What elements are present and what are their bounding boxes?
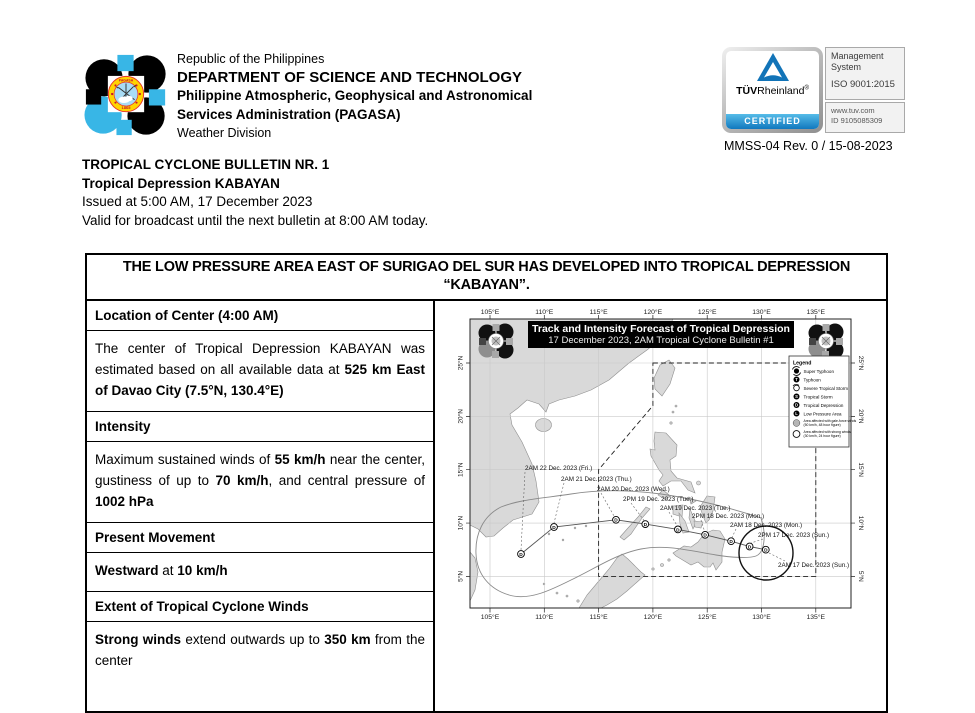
legend-area-label: Area affected with gale-force winds xyxy=(803,419,857,423)
legend-label: Low Pressure Area xyxy=(803,411,842,417)
lon-tick: 115°E xyxy=(589,614,608,621)
pagasa-logo xyxy=(84,50,168,140)
track-label: 2PM 19 Dec. 2023 (Tue.) xyxy=(623,496,694,503)
pagasa-logo-graphic xyxy=(84,50,168,140)
emblem-pagasa-text: PAGASA xyxy=(118,78,134,83)
registered-mark: ® xyxy=(804,85,809,92)
lon-tick: 125°E xyxy=(697,614,717,621)
map-column xyxy=(435,301,886,711)
lat-tick: 15°N xyxy=(857,462,864,477)
valid-line: Valid for broadcast until the next bulletin at 8:00 AM today. xyxy=(82,212,429,228)
extent-radius-value: 350 km xyxy=(324,632,371,647)
iso-standard: ISO 9001:2015 xyxy=(831,79,895,90)
legend-title: Legend xyxy=(793,360,812,367)
track-marker xyxy=(613,516,620,523)
lon-tick: 135°E xyxy=(806,309,826,316)
department-line: DEPARTMENT OF SCIENCE AND TECHNOLOGY xyxy=(177,68,523,86)
lon-tick: 120°E xyxy=(643,309,663,316)
legend-area-label: Area affected with strong winds xyxy=(803,430,851,434)
lat-tick: 10°N xyxy=(457,515,465,531)
lon-tick: 110°E xyxy=(535,309,554,316)
lon-tick: 105°E xyxy=(480,614,500,621)
tuv-brand-name: TÜVRheinland® xyxy=(736,85,809,97)
track-marker xyxy=(728,538,735,545)
bulletin-title-block xyxy=(82,156,428,230)
map-pagasa-logo-right xyxy=(809,324,844,359)
location-text: The center of Tropical Depression KABAYAN was estimated based on all available data at xyxy=(95,341,425,377)
tuv-info-panel xyxy=(825,47,905,133)
marker-letter: D xyxy=(643,523,648,528)
section-body-movement: Westward at 10 km/h xyxy=(87,553,433,592)
section-body-extent: Strong winds extend outwards up to 350 km from the center xyxy=(95,632,425,668)
map-legend xyxy=(789,356,857,447)
gustiness-value: 70 km/h xyxy=(215,473,269,488)
tuv-certification-badge xyxy=(722,47,905,135)
marker-letter: D xyxy=(519,552,523,558)
mgmt-line-2: System xyxy=(831,62,862,72)
svg-text:L: L xyxy=(795,411,798,417)
svg-text:T: T xyxy=(795,377,798,383)
section-heading-movement: Present Movement xyxy=(87,523,433,553)
republic-line: Republic of the Philippines xyxy=(177,52,325,66)
movement-direction: Westward xyxy=(95,563,159,578)
track-label: 2AM 19 Dec. 2023 (Tue.) xyxy=(660,505,731,512)
lat-tick: 20°N xyxy=(857,409,864,424)
map-pagasa-logo-left xyxy=(479,324,514,359)
track-label: 2PM 17 Dec. 2023 (Sun.) xyxy=(758,532,830,539)
strong-winds-label: Strong winds xyxy=(95,632,182,647)
division-line: Weather Division xyxy=(177,126,272,140)
lat-tick: 10°N xyxy=(857,515,864,531)
gale-winds-area-icon xyxy=(793,420,800,427)
lat-tick: 15°N xyxy=(457,462,465,477)
marker-letter: D xyxy=(729,540,733,546)
bulletin-subtitle: Tropical Depression KABAYAN xyxy=(82,175,280,191)
lon-tick: 105°E xyxy=(480,309,500,316)
certified-banner: CERTIFIED xyxy=(726,114,819,129)
legend-area-label: (30 km/h, 24 hour figure) xyxy=(803,434,841,438)
tuv-website: www.tuv.com xyxy=(831,106,875,115)
track-forecast-map xyxy=(451,306,886,633)
track-label: 2AM 17 Dec. 2023 (Sun.) xyxy=(778,562,850,569)
location-value: 525 km East of Davao City (7.5°N, 130.4°E) xyxy=(95,362,425,398)
track-label: 2AM 22 Dec. 2023 (Fri.) xyxy=(525,465,593,472)
svg-text:D: D xyxy=(794,402,799,408)
tuv-cert-id: ID 9105085309 xyxy=(831,116,883,125)
details-column xyxy=(87,301,435,711)
marker-letter: D xyxy=(676,528,680,534)
track-marker xyxy=(746,543,753,550)
track-label: 2PM 18 Dec. 2023 (Mon.) xyxy=(692,513,765,520)
lat-tick: 25°N xyxy=(857,355,864,371)
marker-letter: D xyxy=(747,545,752,551)
lat-tick: 5°N xyxy=(857,570,864,582)
map-title: Track and Intensity Forecast of Tropical Depression xyxy=(532,323,790,335)
legend-label: Typhoon xyxy=(803,377,821,383)
document-code: MMSS-04 Rev. 0 / 15-08-2023 xyxy=(724,139,893,153)
lon-tick: 115°E xyxy=(589,309,608,316)
track-marker xyxy=(551,524,558,531)
tuv-triangle-icon xyxy=(755,51,791,84)
section-heading-location: Location of Center (4:00 AM) xyxy=(87,301,433,331)
track-marker xyxy=(642,521,649,528)
pressure-value: 1002 hPa xyxy=(95,494,154,509)
hainan-island xyxy=(536,419,552,432)
legend-area-label: (50 km/h, 48 hour figure) xyxy=(803,423,841,427)
headline-row: THE LOW PRESSURE AREA EAST OF SURIGAO DEL SUR HAS DEVELOPED INTO TROPICAL DEPRESSION “KABAYAN”. xyxy=(87,255,886,301)
map-subtitle: 17 December 2023, 2AM Tropical Cyclone Bulletin #1 xyxy=(548,335,774,346)
marker-letter: D xyxy=(552,525,556,531)
severe-tropical-storm-icon xyxy=(794,385,800,391)
track-label: 2AM 21 Dec. 2023 (Thu.) xyxy=(561,476,632,483)
track-marker xyxy=(702,531,709,538)
movement-speed: 10 km/h xyxy=(177,563,228,578)
bulletin-title: TROPICAL CYCLONE BULLETIN NR. 1 xyxy=(82,157,330,172)
track-label: 2AM 18 Dec. 2023 (Mon.) xyxy=(730,522,803,529)
lon-tick: 120°E xyxy=(643,614,663,621)
max-winds-value: 55 km/h xyxy=(274,452,326,467)
lat-tick: 25°N xyxy=(457,355,465,371)
marker-letter: D xyxy=(764,548,768,554)
agency-header xyxy=(177,50,532,143)
bulletin-table xyxy=(85,253,888,713)
marker-letter: D xyxy=(703,533,707,539)
section-body-location xyxy=(87,331,433,412)
section-heading-extent: Extent of Tropical Cyclone Winds xyxy=(87,592,433,622)
lon-tick: 125°E xyxy=(697,309,717,316)
track-marker xyxy=(518,551,525,558)
lat-tick: 20°N xyxy=(457,409,465,424)
legend-label: Severe Tropical Storm xyxy=(803,385,849,391)
mgmt-line-1: Management xyxy=(831,51,884,61)
legend-label: Super Typhoon xyxy=(803,368,834,374)
issued-line: Issued at 5:00 AM, 17 December 2023 xyxy=(82,194,313,209)
track-label: 2AM 20 Dec. 2023 (Wed.) xyxy=(597,486,670,493)
section-heading-intensity: Intensity xyxy=(87,412,433,442)
svg-text:S: S xyxy=(795,394,798,400)
lat-tick: 5°N xyxy=(457,570,465,582)
legend-label: Tropical Depression xyxy=(803,402,844,408)
lon-tick: 135°E xyxy=(806,614,826,621)
legend-label: Tropical Storm xyxy=(803,394,833,400)
marker-letter: D xyxy=(614,518,618,524)
track-marker xyxy=(762,546,769,553)
agency-line-2: Services Administration (PAGASA) xyxy=(177,106,401,122)
lon-tick: 130°E xyxy=(752,614,771,621)
tuv-logo-frame xyxy=(722,47,823,133)
agency-line-1: Philippine Atmospheric, Geophysical and Astronomical xyxy=(177,88,533,103)
track-marker xyxy=(675,526,682,533)
emblem-year-text: 1865 xyxy=(121,104,131,110)
lon-tick: 130°E xyxy=(752,309,771,316)
lon-tick: 110°E xyxy=(535,614,554,621)
section-body-intensity: Maximum sustained winds of 55 km/h near the center, gustiness of up to 70 km/h, and central pressure of 1002 hPa xyxy=(87,442,433,523)
